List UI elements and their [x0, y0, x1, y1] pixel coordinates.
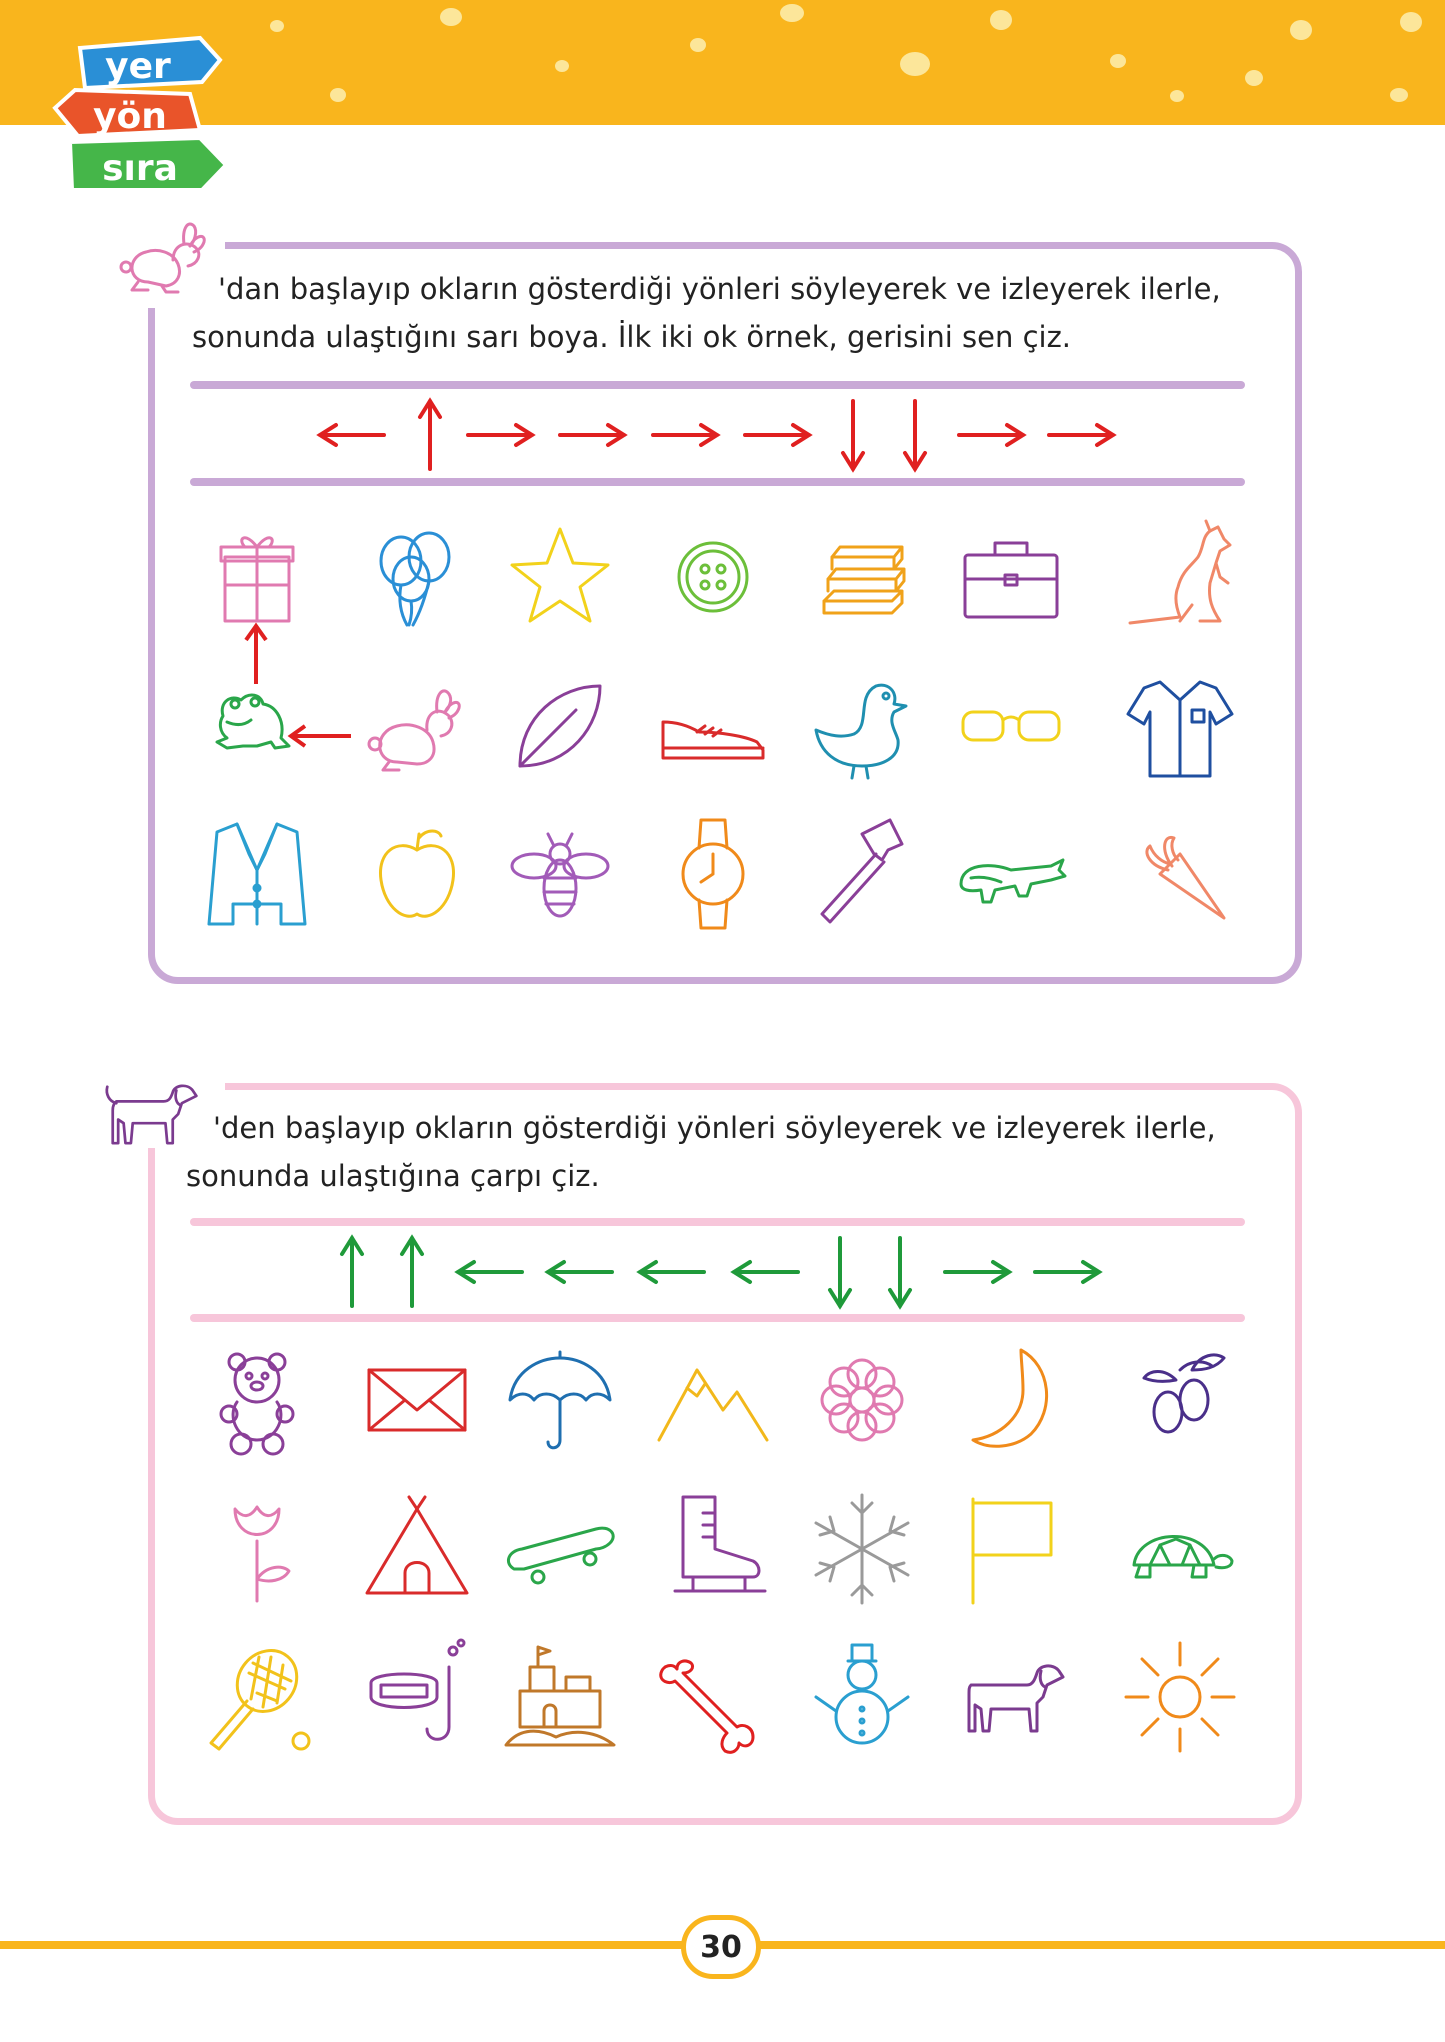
exercise2-instruction-line1: 'den başlayıp okların gösterdiği yönleri söyleyerek ve izleyerek ilerle, [213, 1111, 1216, 1145]
grid-cell[interactable] [495, 1632, 625, 1762]
svg-text:yer: yer [105, 46, 171, 87]
decor-dot [780, 4, 804, 22]
grid-cell[interactable] [352, 1632, 482, 1762]
snorkel-icon [357, 1637, 477, 1757]
bone-icon [653, 1637, 773, 1757]
arrow-right [1035, 1262, 1099, 1282]
shoe-icon [653, 666, 773, 786]
grid-cell[interactable] [352, 809, 482, 939]
umbrella-icon [500, 1340, 620, 1460]
watch-icon [653, 814, 773, 934]
grid-cell[interactable] [1115, 512, 1245, 642]
rabbit-icon [357, 666, 477, 786]
exercise2-instruction-line2: sonunda ulaştığına çarpı çiz. [186, 1159, 600, 1193]
grid-cell[interactable] [648, 809, 778, 939]
exercise1-instruction-line1: 'dan başlayıp okların gösterdiği yönleri söyleyerek ve izleyerek ilerle, [218, 272, 1221, 306]
decor-dot [555, 60, 569, 72]
moon-icon [951, 1340, 1071, 1460]
grid-cell[interactable] [495, 1484, 625, 1614]
grid-cell[interactable] [946, 1335, 1076, 1465]
button-icon [653, 517, 773, 637]
sandcastle-icon [500, 1637, 620, 1757]
decor-dot [1245, 70, 1263, 86]
grid-cell[interactable] [192, 1335, 322, 1465]
grid-cell[interactable] [648, 512, 778, 642]
star-icon [500, 517, 620, 637]
grid-cell[interactable] [648, 1632, 778, 1762]
grid-cell[interactable] [797, 809, 927, 939]
decor-dot [1170, 90, 1184, 102]
svg-text:yön: yön [93, 96, 167, 137]
decor-dot [1110, 54, 1126, 68]
grid-cell[interactable] [946, 512, 1076, 642]
divider-rule [190, 478, 1245, 486]
grid-cell[interactable] [495, 661, 625, 791]
grid-cell[interactable] [1115, 1632, 1245, 1762]
decor-dot [1400, 12, 1422, 32]
arrow-down [830, 1238, 850, 1306]
arrow-right [945, 1262, 1009, 1282]
example-arrow-left [285, 718, 355, 758]
envelope-icon [357, 1340, 477, 1460]
arrow-right [653, 425, 717, 445]
grid-cell[interactable] [495, 512, 625, 642]
decor-dot [990, 10, 1012, 30]
yer-yon-sira-logo [30, 30, 240, 200]
arrow-left [548, 1262, 612, 1282]
arrow-right [1049, 425, 1113, 445]
decor-dot [440, 8, 462, 26]
grid-cell[interactable] [192, 1632, 322, 1762]
grid-cell[interactable] [797, 1335, 927, 1465]
skateboard-icon [500, 1489, 620, 1609]
grid-cell[interactable] [1115, 1335, 1245, 1465]
decor-dot [330, 88, 346, 102]
arrow-up [342, 1238, 362, 1306]
grid-cell[interactable] [1115, 1484, 1245, 1614]
grid-cell[interactable] [1115, 661, 1245, 791]
arrow-up [420, 401, 440, 469]
carrot-icon [1120, 814, 1240, 934]
example-arrow-up [240, 620, 280, 690]
leaf-icon [500, 666, 620, 786]
exercise1-instruction-line2: sonunda ulaştığını sarı boya. İlk iki ok örnek, gerisini sen çiz. [192, 320, 1072, 354]
arrow-left [734, 1262, 798, 1282]
jacket-icon [197, 814, 317, 934]
ice-skate-icon [653, 1489, 773, 1609]
snowflake-icon [802, 1489, 922, 1609]
decor-dot [900, 52, 930, 76]
arrow-down [905, 401, 925, 469]
divider-rule [190, 1218, 1245, 1226]
gift-icon [197, 517, 317, 637]
grid-cell[interactable] [946, 1632, 1076, 1762]
svg-text:sıra: sıra [102, 148, 178, 189]
teddy-bear-icon [197, 1340, 317, 1460]
grid-cell[interactable] [495, 1335, 625, 1465]
grid-cell[interactable] [946, 1484, 1076, 1614]
apple-icon [357, 814, 477, 934]
arrow-right [745, 425, 809, 445]
grid-cell[interactable] [648, 661, 778, 791]
sun-icon [1120, 1637, 1240, 1757]
grid-cell[interactable] [946, 809, 1076, 939]
duck-icon [802, 666, 922, 786]
olives-icon [1120, 1340, 1240, 1460]
arrow-left [640, 1262, 704, 1282]
page-number: 30 [681, 1915, 761, 1979]
grid-cell[interactable] [797, 661, 927, 791]
decor-dot [270, 20, 284, 32]
mountain-icon [653, 1340, 773, 1460]
grid-cell[interactable] [495, 809, 625, 939]
grid-cell[interactable] [797, 512, 927, 642]
dog-icon [951, 1637, 1071, 1757]
kangaroo-icon [1120, 517, 1240, 637]
grid-cell[interactable] [648, 1484, 778, 1614]
rose-icon [197, 1489, 317, 1609]
divider-rule [190, 381, 1245, 389]
grid-cell[interactable] [797, 1632, 927, 1762]
briefcase-icon [951, 517, 1071, 637]
arrow-down [843, 401, 863, 469]
glasses-icon [951, 666, 1071, 786]
turtle-icon [1120, 1489, 1240, 1609]
exercise1-arrow-sequence [190, 395, 1245, 475]
hammer-icon [802, 814, 922, 934]
books-icon [802, 517, 922, 637]
grid-cell[interactable] [352, 661, 482, 791]
arrow-right [468, 425, 532, 445]
balloons-icon [357, 517, 477, 637]
grid-cell[interactable] [797, 1484, 927, 1614]
arrow-up [402, 1238, 422, 1306]
decor-dot [1390, 88, 1408, 102]
snowman-icon [802, 1637, 922, 1757]
arrow-right [560, 425, 624, 445]
flower-icon [802, 1340, 922, 1460]
dog-icon [100, 1070, 200, 1160]
exercise2-arrow-sequence [190, 1232, 1245, 1312]
divider-rule [190, 1314, 1245, 1322]
decor-dot [690, 38, 706, 52]
decor-dot [1290, 20, 1312, 40]
grid-cell[interactable] [192, 809, 322, 939]
grid-cell[interactable] [352, 512, 482, 642]
rabbit-icon [118, 212, 218, 302]
grid-cell[interactable] [352, 1484, 482, 1614]
flag-icon [951, 1489, 1071, 1609]
arrow-left [458, 1262, 522, 1282]
grid-cell[interactable] [946, 661, 1076, 791]
arrow-right [959, 425, 1023, 445]
grid-cell[interactable] [1115, 809, 1245, 939]
bee-icon [500, 814, 620, 934]
grid-cell[interactable] [352, 1335, 482, 1465]
arrow-left [320, 425, 384, 445]
grid-cell[interactable] [648, 1335, 778, 1465]
arrow-down [890, 1238, 910, 1306]
crocodile-icon [951, 814, 1071, 934]
tent-icon [357, 1489, 477, 1609]
grid-cell[interactable] [192, 1484, 322, 1614]
tennis-racket-icon [197, 1637, 317, 1757]
shirt-icon [1120, 666, 1240, 786]
